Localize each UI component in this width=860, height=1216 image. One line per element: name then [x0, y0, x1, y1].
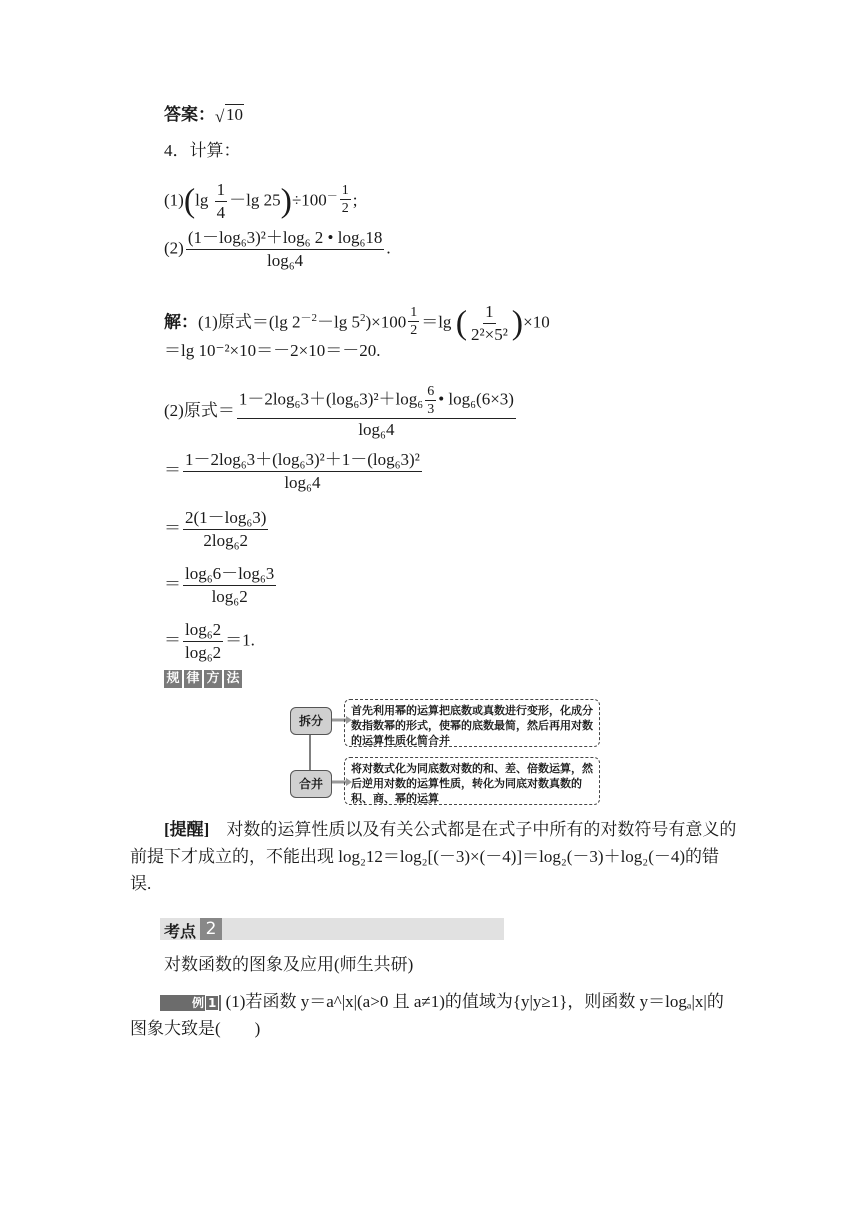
example-1	[130, 988, 740, 1042]
solution-1-result: ＝lg 10⁻²×10＝－2×10＝－20.	[164, 341, 381, 360]
answer-value: 10	[226, 105, 243, 124]
problem-1-div: ÷100	[291, 190, 327, 210]
step-5: ＝ $\frac{\text{log₆2}}{\text{log₆2}}$ ＝1.	[164, 620, 255, 662]
solution-2	[164, 384, 518, 440]
step-4-fraction: $\frac{\text{log₆6－log₆3}}{\text{log₆2}}$	[185, 564, 275, 606]
fraction: $\frac{1}{4}$	[216, 180, 226, 222]
method-tag: 规 律 方 法	[164, 670, 242, 688]
exponent-fraction: $\frac{1}{2}$	[341, 183, 349, 217]
problem-2: (2) $\frac{\text{(1－log₆3)²＋log₆ 2 • log₆18}}{\text{log₆4}}$ .	[164, 228, 391, 270]
right-brace-icon: )	[280, 182, 292, 220]
reminder-label: [提醒]	[164, 820, 210, 839]
mindmap-node-split: 拆分	[290, 707, 332, 735]
radical-icon: √	[215, 107, 225, 126]
example-tag: 例 1	[160, 995, 221, 1011]
sqrt-symbol	[215, 104, 244, 126]
problem-1-lg: lg	[195, 190, 209, 210]
problem-2-label: (2)	[164, 238, 184, 258]
right-brace-icon: )	[511, 304, 524, 342]
step-3-fraction: $\frac{\text{2(1－log₆3)}}{\text{2log₆2}}$	[185, 508, 267, 550]
solution-1: 解：(1)原式＝(lg $2^{-2}-\lg$ $5^2)\times 100$ $^{\frac{1}{2}}$ ＝lg ( $\frac{1}{\text{2²×5²}}$ )×10	[164, 302, 550, 344]
step-2-fraction: $\frac{\text{1－2log₆3＋(log₆3)²＋1－(log₆3)²}}{\text{log₆4}}$	[185, 450, 420, 492]
solution-label: 解：	[164, 312, 198, 332]
step-4: ＝ $\frac{\text{log₆6－log₆3}}{\text{log₆2}}$	[164, 564, 275, 606]
problem-1-label: (1)	[164, 190, 184, 210]
left-brace-icon: (	[183, 182, 196, 220]
mindmap-box-merge: 将对数式化为同底数对数的和、差、倍数运算，然后逆用对数的运算性质，转化为同底对数真数的积、商、幂的运算	[344, 757, 600, 805]
problem-1-minus: －lg 25	[229, 190, 281, 210]
answer-label: 答案：	[164, 105, 215, 124]
question-4-title: 4．计算：	[164, 141, 241, 160]
reminder-text: 对数的运算性质以及有关公式都是在式子中所有的对数符号有意义的前提下才成立的，不能出现 log₂12＝log₂[(－3)×(－4)]＝log₂(－3)＋log₂(－4)的错误.	[130, 820, 737, 893]
reminder-paragraph	[130, 816, 740, 897]
answer-line	[164, 104, 244, 126]
solution-2-fraction: 1－2log₆3＋(log₆3)²＋log₆ $\frac{6}{3}$ • log₆(6×3) log₆4	[238, 384, 514, 439]
mindmap-box-split: 首先利用幂的运算把底数或真数进行变形，化成分数指数幂的形式，使幂的底数最简，然后再用对数的运算性质化简合并	[344, 699, 600, 747]
step-3: ＝ $\frac{\text{2(1－log₆3)}}{\text{2log₆2}}$	[164, 508, 267, 550]
step-5-fraction: $\frac{\text{log₆2}}{\text{log₆2}}$	[185, 620, 222, 662]
solution-2-label: (2)原式＝	[164, 400, 235, 420]
question-title	[164, 140, 241, 162]
section-header	[160, 918, 504, 940]
example-text: (1)若函数 y＝a^|x|(a>0 且 a≠1)的值域为{y|y≥1}，则函数 y＝logₐ|x|的图象大致是( )	[130, 992, 724, 1038]
section-label: 考点	[164, 922, 197, 941]
section-number: 2	[200, 918, 222, 940]
step-2: ＝ $\frac{\text{1－2log₆3＋(log₆3)²＋1－(log₆3)²}}{\text{log₆4}}$	[164, 450, 420, 492]
problem-2-fraction: $\frac{\text{(1－log₆3)²＋log₆ 2 • log₆18}}{\text{log₆4}}$	[187, 228, 383, 270]
solution-1-fraction: $\frac{1}{\text{2²×5²}}$	[471, 302, 508, 344]
mindmap-node-merge: 合并	[290, 770, 332, 798]
problem-1: (1)(lg $\frac{1}{4}$ －lg $25)\div 100^{- \frac{1}{2}}$ ;	[164, 180, 358, 222]
left-brace-icon: (	[455, 304, 468, 342]
section-title: 对数函数的图象及应用(师生共研)	[164, 955, 414, 974]
